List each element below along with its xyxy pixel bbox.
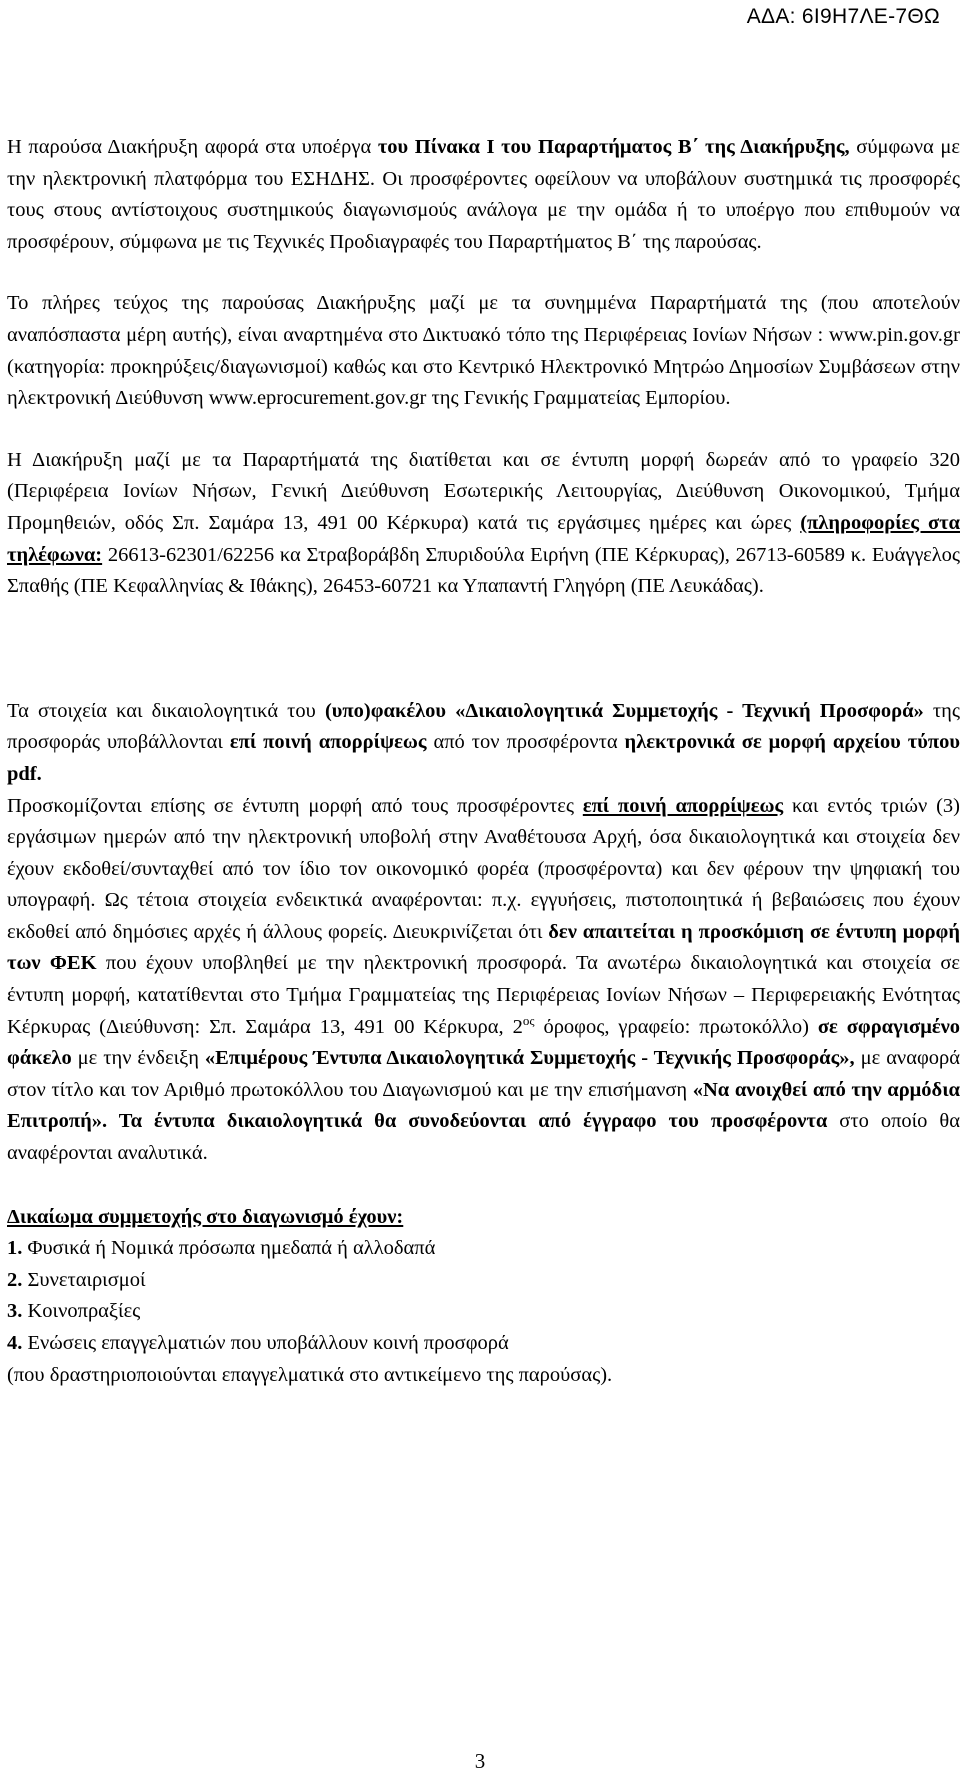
text-run: ος bbox=[522, 1012, 535, 1028]
text-run: (υπο)φακέλου «Δικαιολογητικά Συμμετοχής - Τεχνική Προσφορά» bbox=[324, 699, 924, 722]
text-run: 26613-62301/62256 κα Στραβοράβδη Σπυριδούλα Ειρήνη (ΠΕ Κέρκυρας), 26713-60589 κ. Ευάγγελος Σπαθής (ΠΕ Κεφαλληνίας & Ιθάκης), 26453-60721 κα Υπαπαντή Γληγόρη (ΠΕ Λευκάδας). bbox=[7, 543, 960, 598]
text-run: επί ποινή απορρίψεως bbox=[582, 794, 784, 817]
paragraph-printed-submission bbox=[7, 791, 960, 1170]
text-run: Τα στοιχεία και δικαιολογητικά του bbox=[7, 699, 325, 722]
ada-stamp: ΑΔΑ: 6Ι9Η7ΛΕ-7ΘΩ bbox=[746, 5, 940, 28]
eligibility-list bbox=[7, 1233, 960, 1359]
eligibility-heading: Δικαίωμα συμμετοχής στο διαγωνισμό έχουν: bbox=[7, 1205, 404, 1228]
text-run: Η παρούσα Διακήρυξη αφορά στα υποέργα bbox=[7, 136, 378, 158]
text-run: επί ποινή απορρίψεως bbox=[229, 731, 427, 754]
text-run: Προσκομίζονται επίσης σε έντυπη μορφή από τους προσφέροντες bbox=[7, 794, 583, 817]
paragraph-scope bbox=[7, 132, 960, 258]
text-run: «Επιμέρους Έντυπα Δικαιολογητικά Συμμετοχής - Τεχνικής Προσφοράς», bbox=[204, 1047, 855, 1070]
text-run: στο οποίο θα αναφέρονται αναλυτικά. bbox=[7, 1110, 960, 1165]
eligibility-section bbox=[7, 1202, 960, 1392]
text-run: (πληροφορίες στα τηλέφωνα: bbox=[7, 511, 960, 566]
text-run: σύμφωνα με την ηλεκτρονική πλατφόρμα του ΕΣΗΔΗΣ. Οι προσφέροντες οφείλουν να υποβάλουν συστημικά τις προσφορές τους στους αντίστοιχους συστημικούς διαγωνισμούς ανάλογα με την ομάδα ή το υποέργο που επιθυμούν να προσφέρουν, σύμφωνα με τις Τεχνικές Προδιαγραφές του Παραρτήματος Β΄ της παρούσας. bbox=[7, 136, 960, 253]
page-number: 3 bbox=[474, 1749, 486, 1773]
text-run: με την ένδειξη bbox=[71, 1047, 205, 1070]
text-run: δεν απαιτείται η προσκόμιση σε έντυπη μορφή των ΦΕΚ bbox=[7, 920, 960, 975]
paragraph-printed-copy bbox=[7, 445, 960, 603]
text-run: Το πλήρες τεύχος της παρούσας Διακήρυξης μαζί με τα συνημμένα Παραρτήματά της (που αποτελούν αναπόσπαστα μέρη αυτής), είναι αναρτημένα στο Δικτυακό τόπο της Περιφέρειας Ιονίων Νήσων : www.pin.gov.gr (κατηγορία: προκηρύξεις/διαγωνισμοί) καθώς και στο Κεντρικό Ηλεκτρονικό Μητρώο Δημοσίων Συμβάσεων στην ηλεκτρονική Διεύθυνση www.eprocurement.gov.gr της Γενικής Γραμματείας Εμπορίου. bbox=[7, 292, 960, 410]
text-run: του Πίνακα Ι του Παραρτήματος Β΄ της Διακήρυξης, bbox=[377, 136, 850, 158]
paragraph-documents-online bbox=[7, 288, 960, 414]
text-run: από τον προσφέροντα bbox=[426, 731, 625, 754]
paragraph-submission bbox=[7, 696, 960, 791]
text-run: «Να ανοιχθεί από την αρμόδια Επιτροπή». Τα έντυπα δικαιολογητικά θα συνοδεύονται από έγγραφο του προσφέροντα bbox=[7, 1078, 960, 1133]
document-body bbox=[7, 132, 960, 1391]
list-item: 4. Ενώσεις επαγγελματιών που υποβάλλουν κοινή προσφορά bbox=[7, 1332, 509, 1354]
list-item: 1. Φυσικά ή Νομικά πρόσωπα ημεδαπά ή αλλοδαπά bbox=[7, 1237, 436, 1260]
text-run: και εντός τριών (3) εργάσιμων ημερών από την ηλεκτρονική υποβολή στην Αναθέτουσα Αρχή, όσα δικαιολογητικά και στοιχεία δεν έχουν εκδοθεί/συνταχθεί από τον ίδιο τον οικονομικό φορέα (προσφέροντα) και δεν φέρουν την ψηφιακή του υπογραφή. Ως τέτοια στοιχεία ενδεικτικά αναφέρονται: π.χ. εγγυήσεις, πιστοποιητικά ή βεβαιώσεις που έχουν εκδοθεί από δημόσιες αρχές ή άλλους φορείς. Διευκρινίζεται ότι bbox=[7, 794, 960, 943]
text-run: που έχουν υποβληθεί με την ηλεκτρονική προσφορά. Τα ανωτέρω δικαιολογητικά και στοιχεία σε έντυπη μορφή, κατατίθενται στο Τμήμα Γραμματείας της Περιφέρειας Ιονίων Νήσων – Περιφερειακής Ενότητας Κέρκυρας (Διεύθυνση: Σπ. Σαμάρα 13, 491 00 Κέρκυρα, 2 bbox=[7, 952, 960, 1038]
text-run: ηλεκτρονικά σε μορφή αρχείου τύπου pdf. bbox=[7, 731, 960, 785]
list-item: 3. Κοινοπραξίες bbox=[7, 1300, 141, 1323]
text-run: της προσφοράς υποβάλλονται bbox=[7, 699, 960, 754]
list-item: 2. Συνεταιρισμοί bbox=[7, 1268, 146, 1291]
text-run: σε σφραγισμένο φάκελο bbox=[7, 1015, 960, 1070]
eligibility-note: (που δραστηριοποιούνται επαγγελματικά στο αντικείμενο της παρούσας). bbox=[7, 1363, 613, 1386]
text-run: όροφος, γραφείο: πρωτοκόλλο) bbox=[534, 1015, 818, 1038]
text-run: Η Διακήρυξη μαζί με τα Παραρτήματά της διατίθεται και σε έντυπη μορφή δωρεάν από το γραφείο 320 (Περιφέρεια Ιονίων Νήσων, Γενική Διεύθυνση Εσωτερικής Λειτουργίας, Διεύθυνση Οικονομικού, Τμήμα Προμηθειών, οδός Σπ. Σαμάρα 13, 491 00 Κέρκυρα) κατά τις εργάσιμες ημέρες και ώρες bbox=[7, 448, 960, 534]
text-run: με αναφορά στον τίτλο και τον Αριθμό πρωτοκόλλου του Διαγωνισμού και με την επισήμανση bbox=[7, 1047, 960, 1101]
